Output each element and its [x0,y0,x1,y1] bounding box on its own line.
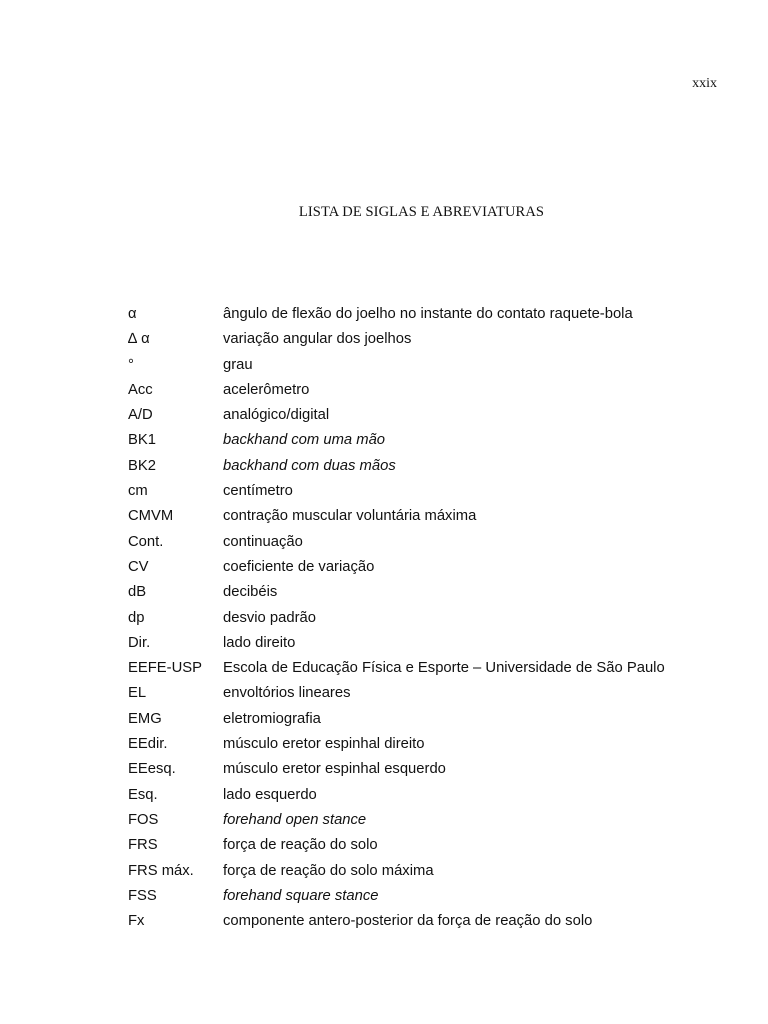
abbreviation-definition: continuação [223,533,303,550]
abbreviation-definition: backhand com duas mãos [223,457,396,474]
abbreviation-row [128,833,728,858]
abbreviation-row [128,859,728,884]
abbreviation-row [128,783,728,808]
abbreviation-term: Acc [128,381,153,398]
abbreviation-term: EEFE-USP [128,660,202,677]
abbreviation-row [128,909,728,934]
abbreviation-definition: força de reação do solo [223,837,378,854]
abbreviation-definition: acelerômetro [223,381,310,398]
abbreviation-row [128,302,728,327]
abbreviation-row [128,428,728,453]
abbreviation-row [128,504,728,529]
abbreviation-row [128,378,728,403]
abbreviation-definition: centímetro [223,483,293,500]
abbreviation-row [128,353,728,378]
abbreviation-row [128,479,728,504]
abbreviation-term: ° [128,356,134,373]
abbreviation-term: EEesq. [128,761,176,778]
abbreviation-term: cm [128,483,148,500]
abbreviation-definition: coeficiente de variação [223,558,375,575]
abbreviation-term: FRS [128,837,158,854]
abbreviation-row [128,580,728,605]
abbreviation-definition: contração muscular voluntária máxima [223,508,477,525]
abbreviation-row [128,631,728,656]
abbreviation-term: Fx [128,913,145,930]
abbreviation-row [128,808,728,833]
abbreviation-definition: lado esquerdo [223,786,317,803]
abbreviation-term: FRS máx. [128,862,194,879]
abbreviation-row [128,403,728,428]
abbreviation-row [128,757,728,782]
abbreviation-term: EMG [128,710,162,727]
abbreviation-row [128,530,728,555]
abbreviation-definition: grau [223,356,253,373]
abbreviation-definition: desvio padrão [223,609,316,626]
abbreviation-term: Cont. [128,533,164,550]
abbreviation-term: dB [128,584,147,601]
abbreviation-term: dp [128,609,145,626]
abbreviation-row [128,656,728,681]
abbreviation-term: CV [128,558,149,575]
abbreviation-term: FOS [128,811,159,828]
abbreviation-definition: músculo eretor espinhal direito [223,736,425,753]
abbreviation-term: BK1 [128,432,156,449]
abbreviation-term: α [128,306,137,322]
abbreviation-definition: envoltórios lineares [223,685,351,702]
abbreviation-term: Dir. [128,634,151,651]
abbreviation-row [128,884,728,909]
abbreviation-definition: força de reação do solo máxima [223,862,434,879]
abbreviation-term: A/D [128,407,153,424]
abbreviation-definition: backhand com uma mão [223,432,386,449]
page-number: xxix [692,76,717,91]
abbreviation-row [128,681,728,706]
abbreviation-row [128,327,728,352]
page-title: LISTA DE SIGLAS E ABREVIATURAS [298,204,545,220]
abbreviation-term: EEdir. [128,736,168,753]
abbreviation-definition: Escola de Educação Física e Esporte – Universidade de São Paulo [223,660,665,677]
abbreviation-row [128,454,728,479]
abbreviation-definition: decibéis [223,584,278,601]
abbreviation-term: FSS [128,887,157,904]
abbreviation-definition: lado direito [223,634,296,651]
abbreviation-definition: componente antero-posterior da força de reação do solo [223,913,593,930]
abbreviation-term: BK2 [128,457,156,474]
abbreviation-term: Esq. [128,786,158,803]
abbreviation-term: ∆ α [128,331,150,348]
abbreviation-definition: variação angular dos joelhos [223,331,412,348]
abbreviation-term: EL [128,685,147,702]
abbreviation-term: CMVM [128,508,174,525]
abbreviation-definition: músculo eretor espinhal esquerdo [223,761,446,778]
abbreviation-definition: analógico/digital [223,407,330,424]
abbreviation-definition: eletromiografia [223,710,321,727]
abbreviation-definition: forehand open stance [223,811,367,828]
abbreviation-row [128,732,728,757]
abbreviation-row [128,606,728,631]
abbreviation-definition: forehand square stance [223,887,379,904]
abbreviation-row [128,555,728,580]
abbreviation-definition: ângulo de flexão do joelho no instante do contato raquete-bola [223,306,633,322]
abbreviation-row [128,707,728,732]
abbreviation-list [128,302,728,934]
